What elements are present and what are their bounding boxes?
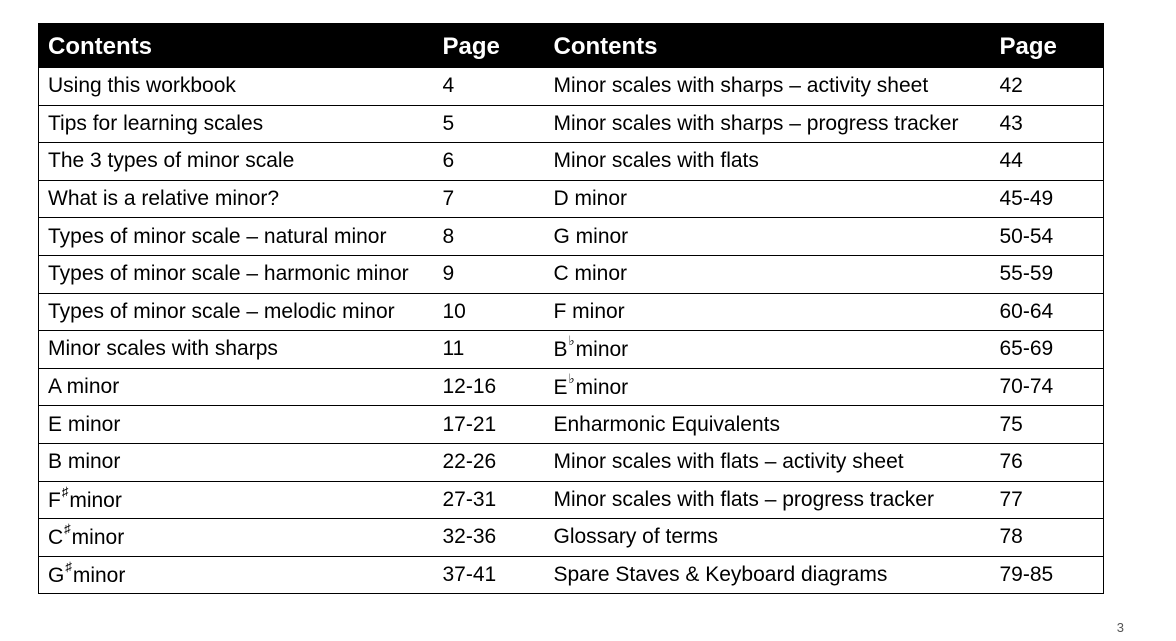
left-entry-page: 22-26	[434, 443, 545, 481]
right-entry-page: 43	[991, 105, 1104, 143]
right-entry-title	[545, 519, 991, 557]
right-entry-page: 78	[991, 519, 1104, 557]
table-row	[39, 368, 1104, 406]
scale-note: C	[48, 526, 64, 550]
left-entry-page: 10	[434, 293, 545, 331]
header-page-left: Page	[442, 32, 500, 60]
right-entry-page: 60-64	[991, 293, 1104, 331]
left-entry-title-text: Types of minor scale – natural minor	[48, 224, 387, 248]
left-entry-title	[39, 218, 434, 256]
table-row	[39, 143, 1104, 181]
left-entry-page: 9	[434, 255, 545, 293]
scale-note: G	[48, 564, 65, 588]
left-entry-title-text: A minor	[48, 375, 120, 399]
table-row	[39, 406, 1104, 444]
left-entry-title	[39, 331, 434, 369]
right-entry-title-text: Minor scales with flats	[553, 149, 759, 173]
left-entry-page: 8	[434, 218, 545, 256]
table-row	[39, 519, 1104, 557]
left-entry-page: 7	[434, 180, 545, 218]
scale-note: E	[553, 376, 568, 400]
left-entry-title-text: minor	[72, 564, 126, 588]
right-entry-title-text: Minor scales with flats – progress tracker	[553, 487, 934, 511]
flat-icon: ♭	[568, 371, 575, 387]
sharp-icon: ♯	[65, 559, 72, 575]
right-entry-title-text: D minor	[553, 187, 628, 211]
table-row	[39, 556, 1104, 594]
right-entry-title	[545, 443, 991, 481]
left-entry-page: 6	[434, 143, 545, 181]
left-entry-page: 5	[434, 105, 545, 143]
flat-icon: ♭	[568, 333, 575, 349]
right-entry-title	[545, 331, 991, 369]
left-entry-title-text: Using this workbook	[48, 74, 236, 98]
right-entry-page: 75	[991, 406, 1104, 444]
header-row	[39, 24, 1104, 68]
right-entry-page: 77	[991, 481, 1104, 519]
right-entry-title	[545, 293, 991, 331]
right-entry-title	[545, 368, 991, 406]
right-entry-title	[545, 556, 991, 594]
right-entry-title-text: G minor	[553, 224, 629, 248]
left-entry-title	[39, 481, 434, 519]
contents-table	[38, 23, 1104, 594]
left-entry-title-text: minor	[71, 526, 125, 550]
left-entry-title	[39, 556, 434, 594]
page-number: 3	[1116, 620, 1124, 635]
left-entry-page: 37-41	[442, 563, 497, 587]
right-entry-title	[545, 180, 991, 218]
left-entry-title-text: Tips for learning scales	[48, 111, 264, 135]
left-entry-title	[39, 406, 434, 444]
right-entry-page: 70-74	[991, 368, 1104, 406]
contents-table-header	[39, 24, 1104, 68]
scale-note: B	[553, 338, 568, 362]
right-entry-title-text: Minor scales with flats – activity sheet	[553, 450, 904, 474]
right-entry-title-text: Glossary of terms	[553, 525, 719, 549]
sharp-icon: ♯	[61, 483, 69, 499]
right-entry-title-text: Enharmonic Equivalents	[553, 412, 780, 436]
table-row	[39, 443, 1104, 481]
table-row	[39, 180, 1104, 218]
sharp-icon: ♯	[64, 521, 71, 537]
left-entry-page: 12-16	[434, 368, 545, 406]
right-entry-title	[545, 255, 991, 293]
left-entry-title-text: E minor	[48, 412, 121, 436]
right-entry-title	[545, 105, 991, 143]
right-entry-page: 65-69	[991, 331, 1104, 369]
table-row	[39, 105, 1104, 143]
right-entry-title	[545, 68, 991, 106]
table-row	[39, 68, 1104, 106]
left-entry-title	[39, 68, 434, 106]
table-row	[39, 255, 1104, 293]
right-entry-page: 42	[991, 68, 1104, 106]
right-entry-page: 45-49	[991, 180, 1104, 218]
left-entry-title	[39, 143, 434, 181]
right-entry-title-text: Minor scales with sharps – progress tracker	[553, 111, 959, 135]
left-entry-title-text: Types of minor scale – harmonic minor	[48, 262, 409, 286]
left-entry-title	[39, 368, 434, 406]
left-entry-title-text: The 3 types of minor scale	[48, 149, 295, 173]
right-entry-title-text: Spare Staves & Keyboard diagrams	[553, 563, 888, 587]
right-entry-page: 79-85	[999, 563, 1054, 587]
left-entry-title	[39, 443, 434, 481]
header-contents-right: Contents	[553, 32, 658, 60]
right-entry-title-text: minor	[575, 338, 629, 362]
left-entry-title-text: B minor	[48, 450, 121, 474]
left-entry-title-text: Types of minor scale – melodic minor	[48, 299, 395, 323]
table-row	[39, 331, 1104, 369]
scale-note: F	[48, 488, 61, 512]
right-entry-page: 55-59	[991, 255, 1104, 293]
left-entry-title-text: What is a relative minor?	[48, 187, 280, 211]
table-row	[39, 218, 1104, 256]
header-contents-left: Contents	[48, 32, 152, 60]
contents-table-body	[39, 68, 1104, 594]
table-row	[39, 293, 1104, 331]
left-entry-page: 32-36	[434, 519, 545, 557]
left-entry-page: 11	[434, 331, 545, 369]
right-entry-title	[545, 406, 991, 444]
right-entry-title-text: minor	[575, 376, 629, 400]
right-entry-title-text: C minor	[553, 262, 628, 286]
left-entry-title	[39, 293, 434, 331]
right-entry-page: 76	[991, 443, 1104, 481]
left-entry-page: 27-31	[434, 481, 545, 519]
left-entry-page: 17-21	[434, 406, 545, 444]
left-entry-title	[39, 105, 434, 143]
header-page-right: Page	[999, 32, 1057, 60]
table-row	[39, 481, 1104, 519]
right-entry-title	[545, 481, 991, 519]
right-entry-title	[545, 218, 991, 256]
left-entry-title-text: minor	[69, 488, 122, 512]
left-entry-title	[39, 519, 434, 557]
left-entry-title	[39, 255, 434, 293]
right-entry-page: 44	[991, 143, 1104, 181]
right-entry-title-text: Minor scales with sharps – activity sheet	[553, 74, 929, 98]
left-entry-page: 4	[434, 68, 545, 106]
right-entry-page: 50-54	[991, 218, 1104, 256]
left-entry-title-text: Minor scales with sharps	[48, 337, 278, 361]
right-entry-title	[545, 143, 991, 181]
right-entry-title-text: F minor	[553, 299, 625, 323]
left-entry-title	[39, 180, 434, 218]
